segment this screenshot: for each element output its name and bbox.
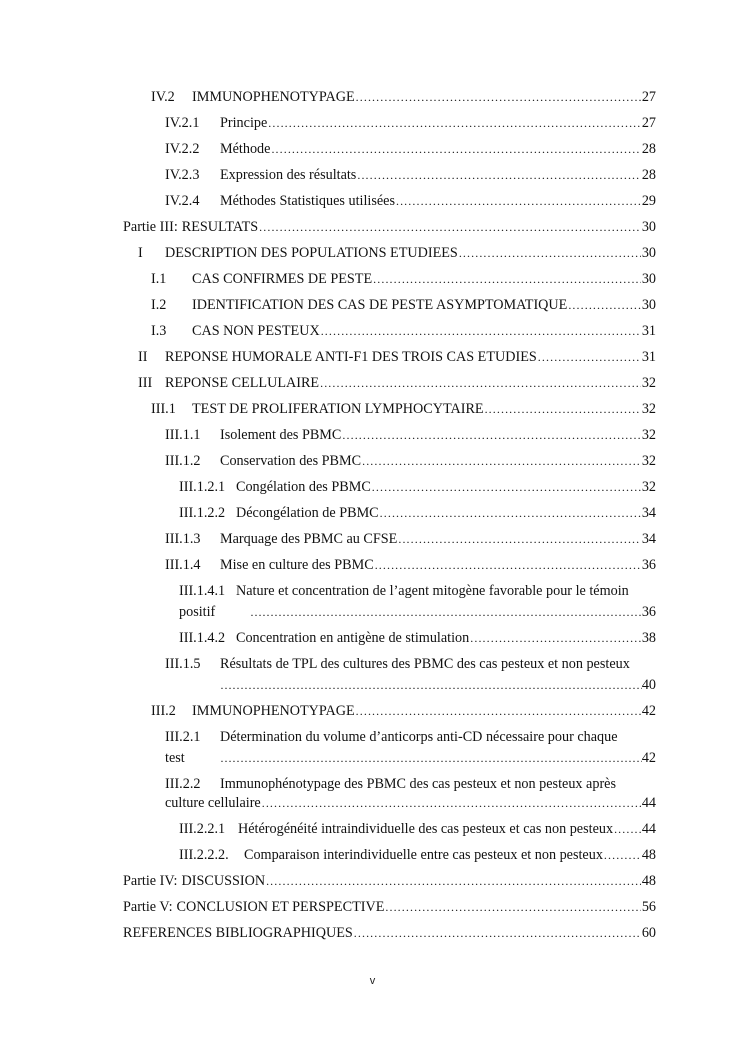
toc-entry-number: Partie III:	[123, 219, 178, 235]
toc-entry	[151, 400, 656, 418]
toc-entry-title: Isolement des PBMC	[220, 427, 342, 443]
toc-entry	[151, 270, 656, 288]
toc-entry-page: 36	[641, 557, 656, 573]
toc-entry-title: Méthode	[220, 141, 271, 157]
dot-leader	[396, 192, 641, 210]
toc-entry-number: III.2.2.1	[179, 821, 226, 837]
toc-entry-title: REPONSE HUMORALE ANTI-F1 DES TROIS CAS ETUDIES	[165, 349, 537, 365]
toc-entry-number: II	[138, 349, 148, 365]
toc-entry	[165, 166, 656, 184]
toc-entry-page: 60	[641, 925, 656, 941]
toc-entry	[179, 582, 656, 600]
toc-entry-number: III.1.5	[165, 656, 201, 672]
dot-leader	[459, 244, 641, 262]
toc-entry-page: 56	[641, 899, 656, 915]
toc-entry-title: TEST DE PROLIFERATION LYMPHOCYTAIRE	[192, 401, 484, 417]
toc-entry-number: III.1.4.2	[179, 630, 226, 646]
dot-leader	[568, 296, 640, 314]
toc-entry-title-continued: test	[165, 750, 185, 766]
toc-entry-page: 34	[641, 505, 656, 521]
toc-entry-number: III.1.4	[165, 557, 201, 573]
toc-entry-page: 48	[641, 873, 656, 889]
dot-leader	[362, 452, 641, 470]
toc-entry-page: 38	[641, 630, 656, 646]
toc-entry	[123, 898, 656, 916]
toc-entry-page: 28	[641, 167, 656, 183]
dot-leader	[220, 749, 642, 767]
dot-leader	[357, 166, 640, 184]
toc-entry	[138, 374, 656, 392]
toc-entry-title: Congélation des PBMC	[236, 479, 371, 495]
toc-entry-continuation	[220, 676, 656, 694]
toc-entry-number: III.2.2.2.	[179, 847, 229, 863]
dot-leader	[372, 478, 641, 496]
toc-entry-number: Partie IV:	[123, 873, 178, 889]
toc-entry-title: Résultats de TPL des cultures des PBMC des cas pesteux et non pesteux	[220, 656, 630, 672]
toc-entry-title: IDENTIFICATION DES CAS DE PESTE ASYMPTOMATIQUE	[192, 297, 568, 313]
toc-entry	[165, 192, 656, 210]
toc-entry-title: REFERENCES BIBLIOGRAPHIQUES	[123, 925, 353, 941]
dot-leader	[538, 348, 641, 366]
toc-entry-page: 30	[641, 245, 656, 261]
dot-leader	[604, 846, 641, 864]
toc-entry	[138, 244, 656, 262]
toc-entry	[165, 140, 656, 158]
toc-entry	[165, 530, 656, 548]
toc-entry-title: CAS NON PESTEUX	[192, 323, 320, 339]
toc-entry-page: 31	[641, 349, 656, 365]
toc-entry-page: 28	[641, 141, 656, 157]
dot-leader	[380, 504, 641, 522]
toc-entry-page: 44	[641, 795, 656, 811]
dot-leader	[250, 603, 642, 621]
toc-entry	[165, 452, 656, 470]
toc-entry-title: Méthodes Statistiques utilisées	[220, 193, 395, 209]
toc-entry-page: 36	[641, 604, 656, 620]
dot-leader	[385, 898, 640, 916]
toc-entry-page: 42	[641, 750, 656, 766]
toc-entry-page: 32	[641, 453, 656, 469]
toc-entry-number: Partie V:	[123, 899, 173, 915]
toc-entry-title: Conservation des PBMC	[220, 453, 362, 469]
toc-entry	[179, 629, 656, 647]
toc-entry-title: Expression des résultats	[220, 167, 357, 183]
toc-entry-number: IV.2.2	[165, 141, 200, 157]
toc-entry-number: IV.2.4	[165, 193, 200, 209]
dot-leader	[220, 676, 642, 694]
toc-entry-page: 48	[641, 847, 656, 863]
toc-entry-title: Concentration en antigène de stimulation	[236, 630, 470, 646]
toc-entry-number: III.1.4.1	[179, 583, 226, 599]
toc-entry-page: 29	[641, 193, 656, 209]
toc-entry-number: III.2.2	[165, 776, 201, 792]
toc-entry-number: IV.2.1	[165, 115, 200, 131]
toc-entry-title: Immunophénotypage des PBMC des cas pesteux et non pesteux après	[220, 776, 616, 792]
toc-entry-title: DESCRIPTION DES POPULATIONS ETUDIEES	[165, 245, 458, 261]
toc-entry-page: 32	[641, 479, 656, 495]
toc-entry-continuation	[165, 794, 656, 812]
toc-entry	[165, 556, 656, 574]
dot-leader	[356, 702, 641, 720]
dot-leader	[470, 629, 641, 647]
toc-entry	[151, 322, 656, 340]
toc-entry-number: I.3	[151, 323, 167, 339]
toc-entry-number: III.2.1	[165, 729, 201, 745]
toc-entry-title: IMMUNOPHENOTYPAGE	[192, 703, 355, 719]
page-number: v	[369, 975, 376, 987]
toc-entry-title: CONCLUSION ET PERSPECTIVE	[176, 899, 385, 915]
dot-leader	[342, 426, 640, 444]
toc-entry-continuation	[165, 749, 656, 767]
toc-entry	[123, 924, 656, 942]
toc-entry-title: Principe	[220, 115, 268, 131]
dot-leader	[375, 556, 641, 574]
toc-entry-page: 30	[641, 297, 656, 313]
toc-entry	[165, 655, 656, 673]
toc-entry	[179, 846, 656, 864]
toc-entry	[123, 218, 656, 236]
toc-entry-title: Détermination du volume d’anticorps anti-CD nécessaire pour chaque	[220, 729, 618, 745]
dot-leader	[320, 374, 641, 392]
dot-leader	[354, 924, 641, 942]
toc-entry	[123, 872, 656, 890]
dot-leader	[321, 322, 641, 340]
toc-entry-number: III.1.2	[165, 453, 201, 469]
toc-entry	[165, 114, 656, 132]
toc-entry-number: III.1	[151, 401, 176, 417]
dot-leader	[356, 88, 641, 106]
toc-entry	[151, 88, 656, 106]
toc-entry-page: 32	[641, 427, 656, 443]
toc-entry-title: DISCUSSION	[181, 873, 266, 889]
toc-entry-title: REPONSE CELLULAIRE	[165, 375, 320, 391]
toc-entry-number: IV.2	[151, 89, 175, 105]
toc-entry-title: Comparaison interindividuelle entre cas pesteux et non pesteux	[244, 847, 603, 863]
toc-entry	[165, 775, 656, 793]
toc-entry-number: III.1.3	[165, 531, 201, 547]
dot-leader	[259, 218, 641, 236]
toc-entry-number: III.1.2.2	[179, 505, 226, 521]
toc-entry-page: 27	[641, 89, 656, 105]
toc-entry-number: III.1.2.1	[179, 479, 226, 495]
dot-leader	[271, 140, 640, 158]
toc-entry	[151, 296, 656, 314]
toc-entry-number: I.1	[151, 271, 167, 287]
toc-entry-page: 31	[641, 323, 656, 339]
toc-entry-page: 30	[641, 219, 656, 235]
toc-entry-title: Hétérogénéité intraindividuelle des cas pesteux et cas non pesteux	[238, 821, 614, 837]
toc-entry	[138, 348, 656, 366]
dot-leader	[268, 114, 641, 132]
toc-entry-title: CAS CONFIRMES DE PESTE	[192, 271, 373, 287]
toc-entry-page: 30	[641, 271, 656, 287]
toc-entry-continuation	[179, 603, 656, 621]
toc-entry-page: 42	[641, 703, 656, 719]
dot-leader	[398, 530, 640, 548]
toc-entry-title: Mise en culture des PBMC	[220, 557, 374, 573]
toc-entry	[179, 820, 656, 838]
toc-entry-title: RESULTATS	[181, 219, 259, 235]
dot-leader	[266, 872, 641, 890]
dot-leader	[373, 270, 641, 288]
toc-entry-number: III.1.1	[165, 427, 201, 443]
dot-leader	[262, 794, 641, 812]
toc-entry-number: IV.2.3	[165, 167, 200, 183]
toc-entry	[179, 478, 656, 496]
toc-entry	[165, 728, 656, 746]
toc-entry-number: I.2	[151, 297, 167, 313]
toc-entry-title: IMMUNOPHENOTYPAGE	[192, 89, 355, 105]
toc-entry-number: I	[138, 245, 143, 261]
dot-leader	[614, 820, 641, 838]
dot-leader	[485, 400, 641, 418]
toc-entry	[179, 504, 656, 522]
toc-entry-page: 40	[641, 677, 656, 693]
toc-entry-title: Nature et concentration de l’agent mitogène favorable pour le témoin	[236, 583, 629, 599]
toc-entry-page: 32	[641, 375, 656, 391]
toc-entry	[165, 426, 656, 444]
toc-entry-title: Marquage des PBMC au CFSE	[220, 531, 398, 547]
toc-entry-page: 34	[641, 531, 656, 547]
toc-entry-page: 27	[641, 115, 656, 131]
toc-entry	[151, 702, 656, 720]
toc-entry-page: 44	[641, 821, 656, 837]
toc-entry-title-continued: positif	[179, 604, 216, 620]
toc-entry-number: III.2	[151, 703, 176, 719]
toc-entry-title-continued: culture cellulaire	[165, 795, 261, 811]
toc-entry-number: III	[138, 375, 153, 391]
toc-entry-title: Décongélation de PBMC	[236, 505, 379, 521]
toc-entry-page: 32	[641, 401, 656, 417]
